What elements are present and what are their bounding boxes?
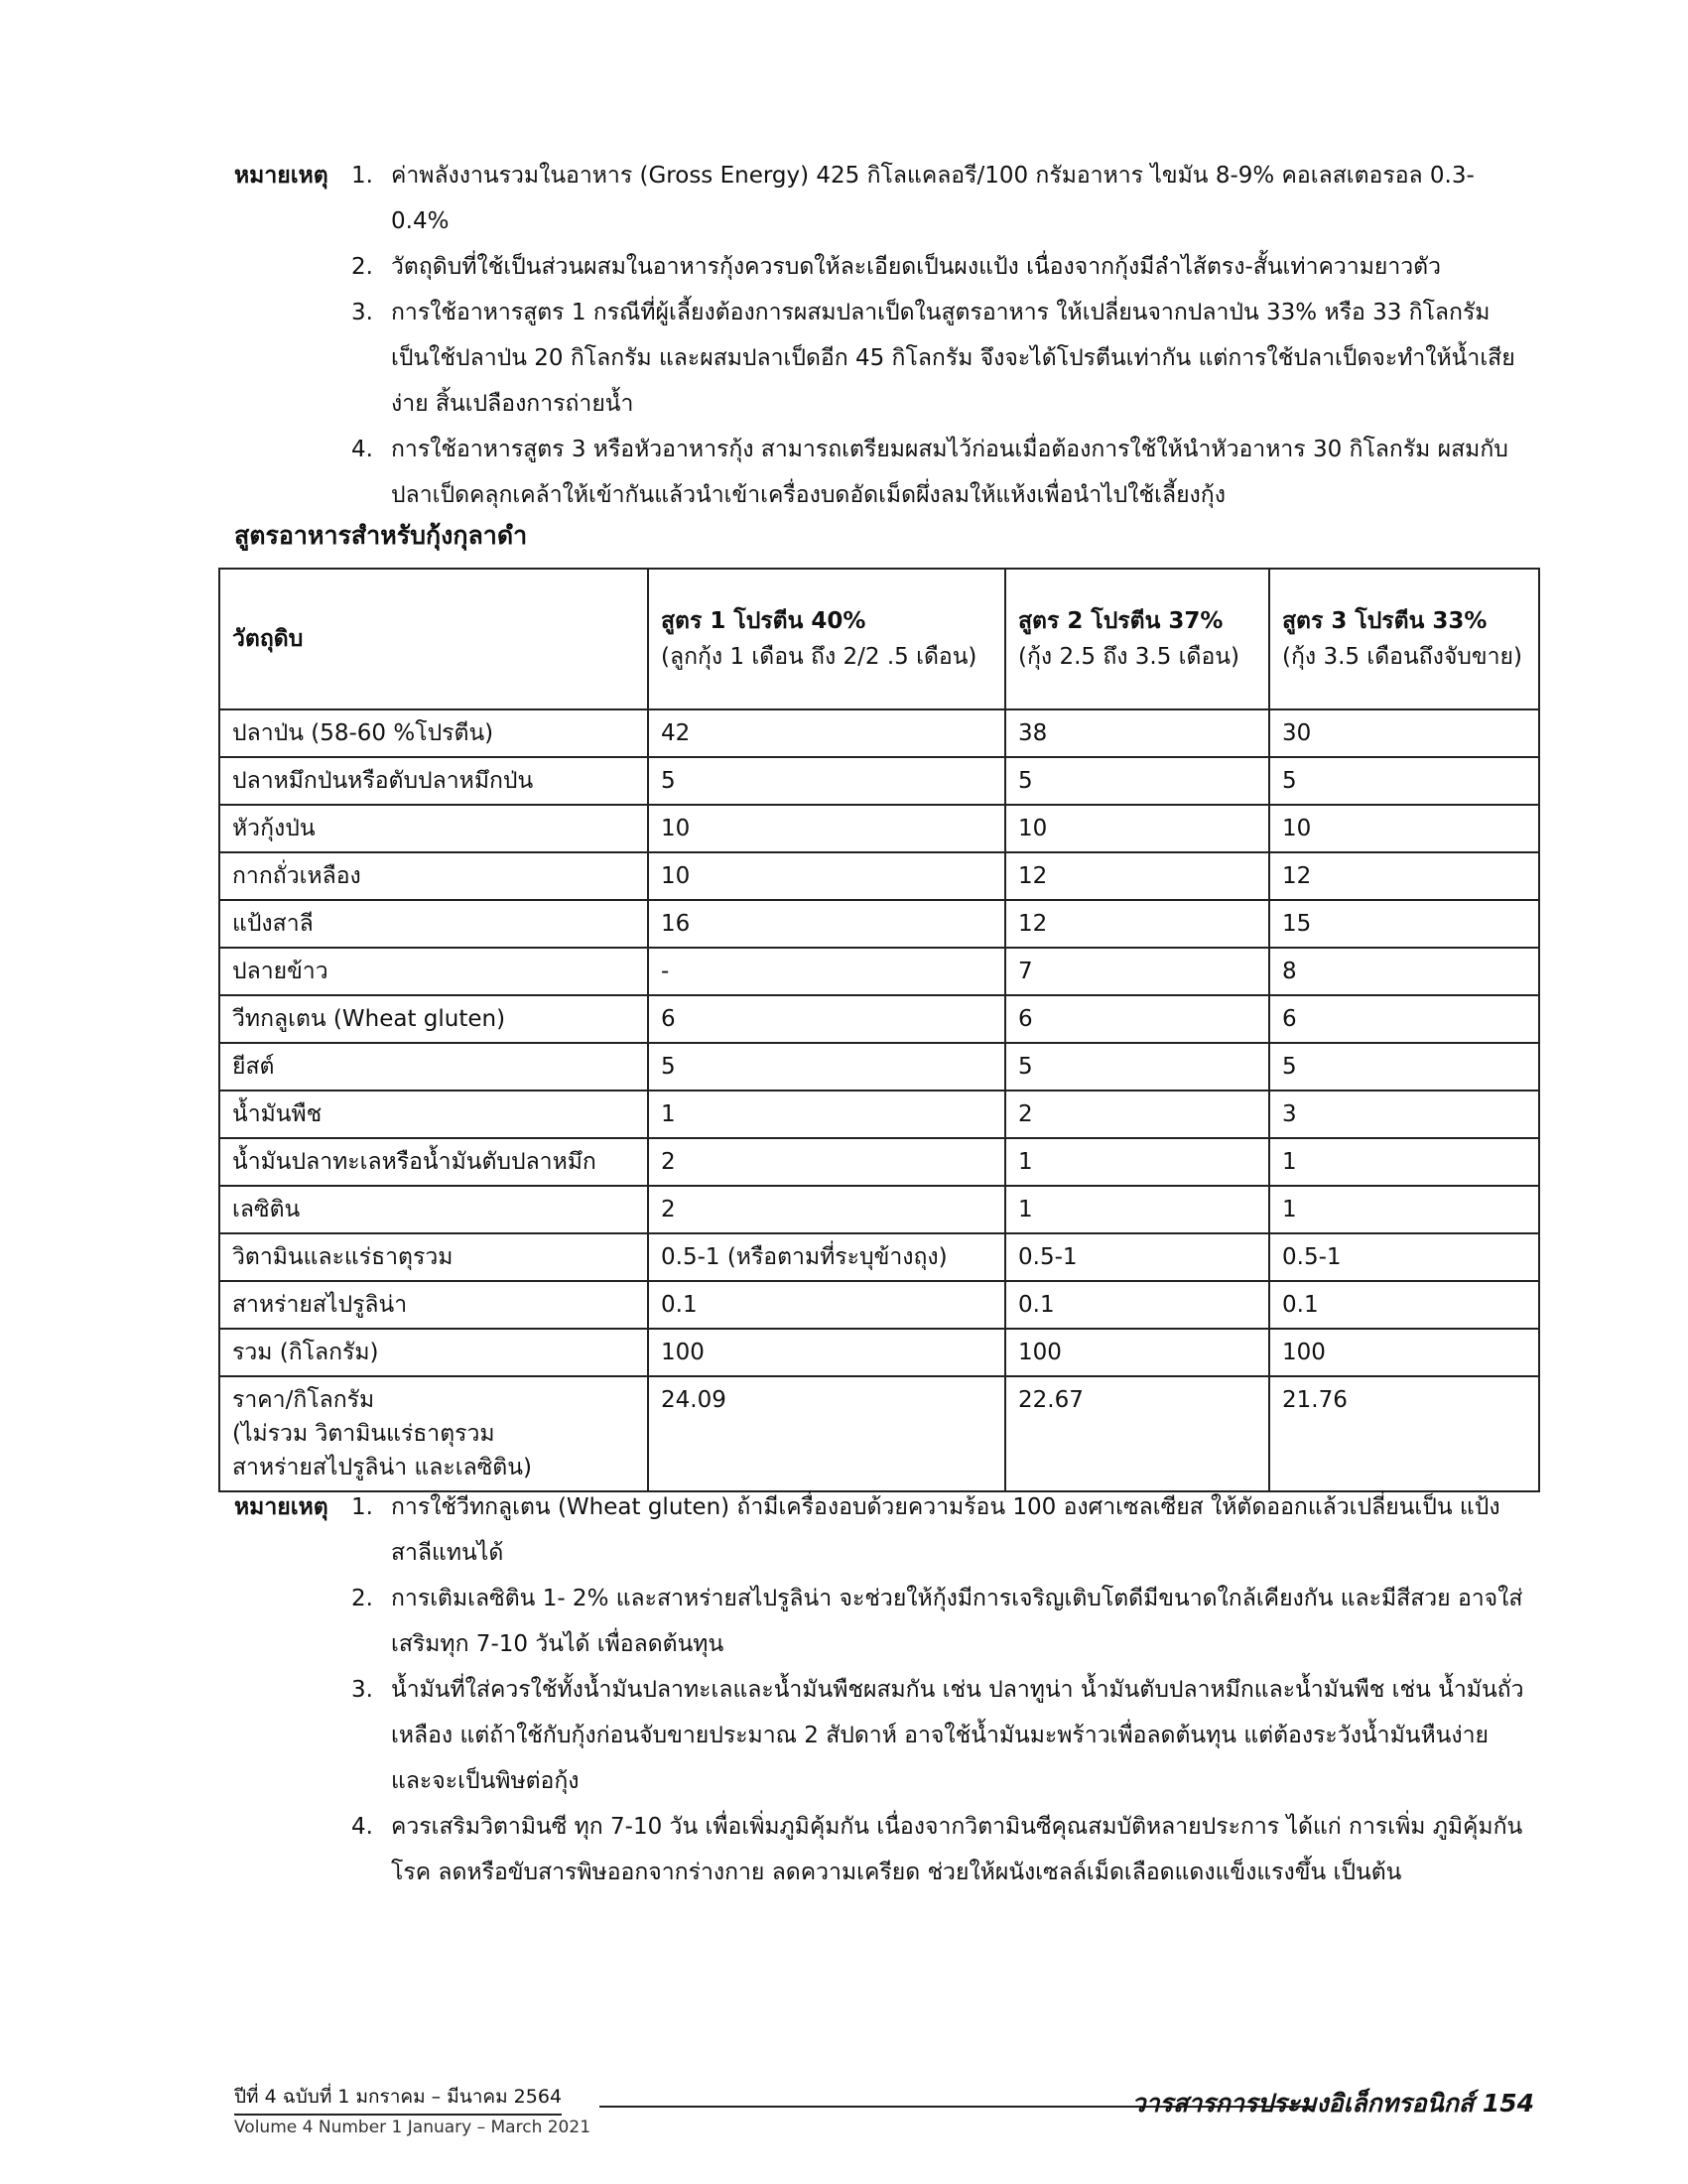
formula-3-value: 30: [1269, 709, 1539, 757]
note-number: 1.: [351, 1494, 373, 1520]
ingredient-name: ยีสต์: [219, 1043, 648, 1091]
table-row: [219, 1281, 1539, 1329]
table-row: [219, 1138, 1539, 1186]
ingredient-name: วิตามินและแร่ธาตุรวม: [219, 1233, 648, 1281]
formula-1-value: 5: [648, 757, 1005, 805]
note-item: [234, 1484, 1524, 1576]
price-label: ราคา/กิโลกรัม: [232, 1387, 375, 1413]
issue-english: Volume 4 Number 1 January – March 2021: [234, 2118, 591, 2137]
formula-1-value: 2: [648, 1186, 1005, 1233]
formula-1-value: 0.1: [648, 1281, 1005, 1329]
ingredient-name: ปลายข้าว: [219, 948, 648, 995]
formula-1-value: 0.5-1 (หรือตามที่ระบุข้างถุง): [648, 1233, 1005, 1281]
formula-2-value: 100: [1005, 1329, 1269, 1376]
formula-1-value: 2: [648, 1138, 1005, 1186]
formula-2-value: 0.5-1: [1005, 1233, 1269, 1281]
formula-1-value: 16: [648, 900, 1005, 948]
formula-1-value: 100: [648, 1329, 1005, 1376]
feed-formula-table: [218, 568, 1540, 1492]
note-item: [234, 290, 1524, 427]
table-header-row: [219, 569, 1539, 709]
formula-2-value: 12: [1005, 852, 1269, 900]
header-formula-2: [1005, 569, 1269, 709]
formula-2-value: 10: [1005, 805, 1269, 852]
formula-1-value: -: [648, 948, 1005, 995]
section-title: สูตรอาหารสำหรับกุ้งกุลาดำ: [234, 521, 528, 550]
header-formula-1-title: สูตร 1 โปรตีน 40%: [661, 608, 866, 634]
formula-3-value: 15: [1269, 900, 1539, 948]
header-formula-3-title: สูตร 3 โปรตีน 33%: [1282, 608, 1488, 634]
note-text: ค่าพลังงานรวมในอาหาร (Gross Energy) 425 กิโลแคลอรี/100 กรัมอาหาร ไขมัน 8-9% คอเลสเตอรอล 0.3-0.4%: [391, 163, 1475, 234]
note-item: [234, 1667, 1524, 1804]
ingredient-name: น้ำมันพืช: [219, 1091, 648, 1138]
formula-3-value: 6: [1269, 995, 1539, 1043]
ingredient-name: รวม (กิโลกรัม): [219, 1329, 648, 1376]
table-row: [219, 1233, 1539, 1281]
formula-1-value: 6: [648, 995, 1005, 1043]
header-ingredient-label: วัตถุดิบ: [232, 626, 304, 652]
header-formula-3: [1269, 569, 1539, 709]
ingredient-name: กากถั่วเหลือง: [219, 852, 648, 900]
note-number: 3.: [351, 300, 373, 325]
formula-1-value: 10: [648, 805, 1005, 852]
formula-2-value: 0.1: [1005, 1281, 1269, 1329]
table-row: [219, 709, 1539, 757]
formula-2-value: 6: [1005, 995, 1269, 1043]
ingredient-name: สาหร่ายสไปรูลิน่า: [219, 1281, 648, 1329]
price-label-cell: [219, 1376, 648, 1491]
issue-thai: ปีที่ 4 ฉบับที่ 1 มกราคม – มีนาคม 2564: [234, 2082, 562, 2116]
formula-2-value: 1: [1005, 1138, 1269, 1186]
header-formula-1-sub: (ลูกกุ้ง 1 เดือน ถึง 2/2 .5 เดือน): [661, 644, 977, 670]
formula-2-value: 12: [1005, 900, 1269, 948]
price-note-line: สาหร่ายสไปรูลิน่า และเลซิติน): [232, 1455, 532, 1480]
note-text: น้ำมันที่ใส่ควรใช้ทั้งน้ำมันปลาทะเลและน้ำมันพืชผสมกัน เช่น ปลาทูน่า น้ำมันตับปลาหมึกและน้ำมันพืช เช่น น้ำมันถั่วเหลือง แต่ถ้าใช้กับกุ้งก่อนจับขายประมาณ 2 สัปดาห์ อาจใช้น้ำมันมะพร้าวเพื่อลดต้นทุน แต่ต้องระวังน้ำมันหืนง่ายและจะเป็นพิษต่อกุ้ง: [391, 1677, 1524, 1794]
note-text: การใช้อาหารสูตร 3 หรือหัวอาหารกุ้ง สามารถเตรียมผสมไว้ก่อนเมื่อต้องการใช้ให้นำหัวอาหาร 30 กิโลกรัม ผสมกับปลาเป็ดคลุกเคล้าให้เข้ากันแล้วนำเข้าเครื่องบดอัดเม็ดผึ่งลมให้แห้งเพื่อนำไปใช้เลี้ยงกุ้ง: [391, 437, 1508, 508]
header-formula-2-sub: (กุ้ง 2.5 ถึง 3.5 เดือน): [1018, 644, 1239, 670]
note-text: วัตถุดิบที่ใช้เป็นส่วนผสมในอาหารกุ้งควรบดให้ละเอียดเป็นผงแป้ง เนื่องจากกุ้งมีลำไส้ตรง-สั้นเท่าความยาวตัว: [391, 254, 1442, 280]
table-row: [219, 852, 1539, 900]
ingredient-name: ปลาหมึกป่นหรือตับปลาหมึกป่น: [219, 757, 648, 805]
price-row: [219, 1376, 1539, 1491]
formula-1-value: 42: [648, 709, 1005, 757]
formula-2-price: 22.67: [1005, 1376, 1269, 1491]
note-number: 2.: [351, 1586, 373, 1611]
table-row: [219, 900, 1539, 948]
ingredient-name: น้ำมันปลาทะเลหรือน้ำมันตับปลาหมึก: [219, 1138, 648, 1186]
note-number: 4.: [351, 1814, 373, 1840]
formula-3-value: 1: [1269, 1138, 1539, 1186]
price-note-line: (ไม่รวม วิตามินแร่ธาตุรวม: [232, 1421, 495, 1447]
formula-3-value: 12: [1269, 852, 1539, 900]
note-item: [234, 427, 1524, 518]
note-text: การใช้อาหารสูตร 1 กรณีที่ผู้เลี้ยงต้องการผสมปลาเป็ดในสูตรอาหาร ให้เปลี่ยนจากปลาป่น 33% หรือ 33 กิโลกรัม เป็นใช้ปลาป่น 20 กิโลกรัม และผสมปลาเป็ดอีก 45 กิโลกรัม จึงจะได้โปรตีนเท่ากัน แต่การใช้ปลาเป็ดจะทำให้น้ำเสียง่าย สิ้นเปลืองการถ่ายน้ำ: [391, 300, 1515, 417]
formula-1-value: 1: [648, 1091, 1005, 1138]
formula-2-value: 5: [1005, 757, 1269, 805]
formula-3-value: 5: [1269, 757, 1539, 805]
note-text: ควรเสริมวิตามินซี ทุก 7-10 วัน เพื่อเพิ่มภูมิคุ้มกัน เนื่องจากวิตามินซีคุณสมบัติหลายประการ ได้แก่ การเพิ่ม ภูมิคุ้มกันโรค ลดหรือขับสารพิษออกจากร่างกาย ลดความเครียด ช่วยให้ผนังเซลล์เม็ดเลือดแดงแข็งแรงขึ้น เป็นต้น: [391, 1814, 1523, 1885]
formula-3-value: 3: [1269, 1091, 1539, 1138]
note-number: 2.: [351, 254, 373, 280]
ingredient-name: วีทกลูเตน (Wheat gluten): [219, 995, 648, 1043]
formula-3-value: 0.5-1: [1269, 1233, 1539, 1281]
note-number: 4.: [351, 437, 373, 462]
formula-1-value: 10: [648, 852, 1005, 900]
formula-2-value: 5: [1005, 1043, 1269, 1091]
notes-top: [234, 153, 1524, 518]
formula-3-value: 1: [1269, 1186, 1539, 1233]
notes-bottom: [234, 1484, 1524, 1895]
table-row: [219, 1091, 1539, 1138]
ingredient-name: แป้งสาลี: [219, 900, 648, 948]
note-item: [234, 244, 1524, 290]
note-item: [234, 1804, 1524, 1895]
formula-3-value: 5: [1269, 1043, 1539, 1091]
formula-2-value: 38: [1005, 709, 1269, 757]
formula-3-value: 100: [1269, 1329, 1539, 1376]
table-row: [219, 757, 1539, 805]
header-formula-2-title: สูตร 2 โปรตีน 37%: [1018, 608, 1224, 634]
header-formula-3-sub: (กุ้ง 3.5 เดือนถึงจับขาย): [1282, 644, 1522, 670]
header-ingredient: [219, 569, 648, 709]
formula-1-price: 24.09: [648, 1376, 1005, 1491]
table-row: [219, 1043, 1539, 1091]
ingredient-name: หัวกุ้งป่น: [219, 805, 648, 852]
formula-1-value: 5: [648, 1043, 1005, 1091]
table-row: [219, 995, 1539, 1043]
notes-bottom-label: หมายเหตุ: [234, 1494, 328, 1520]
note-item: [234, 153, 1524, 244]
table-row: [219, 948, 1539, 995]
table-row: [219, 1329, 1539, 1376]
table-row: [219, 1186, 1539, 1233]
formula-2-value: 7: [1005, 948, 1269, 995]
formula-2-value: 1: [1005, 1186, 1269, 1233]
note-item: [234, 1576, 1524, 1667]
formula-3-value: 10: [1269, 805, 1539, 852]
note-text: การเติมเลซิติน 1- 2% และสาหร่ายสไปรูลิน่า จะช่วยให้กุ้งมีการเจริญเติบโตดีมีขนาดใกล้เคียงกัน และมีสีสวย อาจใส่เสริมทุก 7-10 วันได้ เพื่อลดต้นทุน: [391, 1586, 1523, 1657]
note-number: 3.: [351, 1677, 373, 1703]
note-text: การใช้วีทกลูเตน (Wheat gluten) ถ้ามีเครื่องอบด้วยความร้อน 100 องศาเซลเซียส ให้ตัดออกแล้วเปลี่ยนเป็น แป้งสาลีแทนได้: [391, 1494, 1500, 1566]
header-formula-1: [648, 569, 1005, 709]
ingredient-name: ปลาป่น (58-60 %โปรตีน): [219, 709, 648, 757]
notes-top-label: หมายเหตุ: [234, 163, 328, 189]
formula-3-value: 8: [1269, 948, 1539, 995]
table-row: [219, 805, 1539, 852]
ingredient-name: เลซิติน: [219, 1186, 648, 1233]
formula-3-value: 0.1: [1269, 1281, 1539, 1329]
formula-2-value: 2: [1005, 1091, 1269, 1138]
note-number: 1.: [351, 163, 373, 189]
journal-name-page-number: วารสารการประมงอิเล็กทรอนิกส์ 154: [1131, 2089, 1534, 2118]
formula-3-price: 21.76: [1269, 1376, 1539, 1491]
